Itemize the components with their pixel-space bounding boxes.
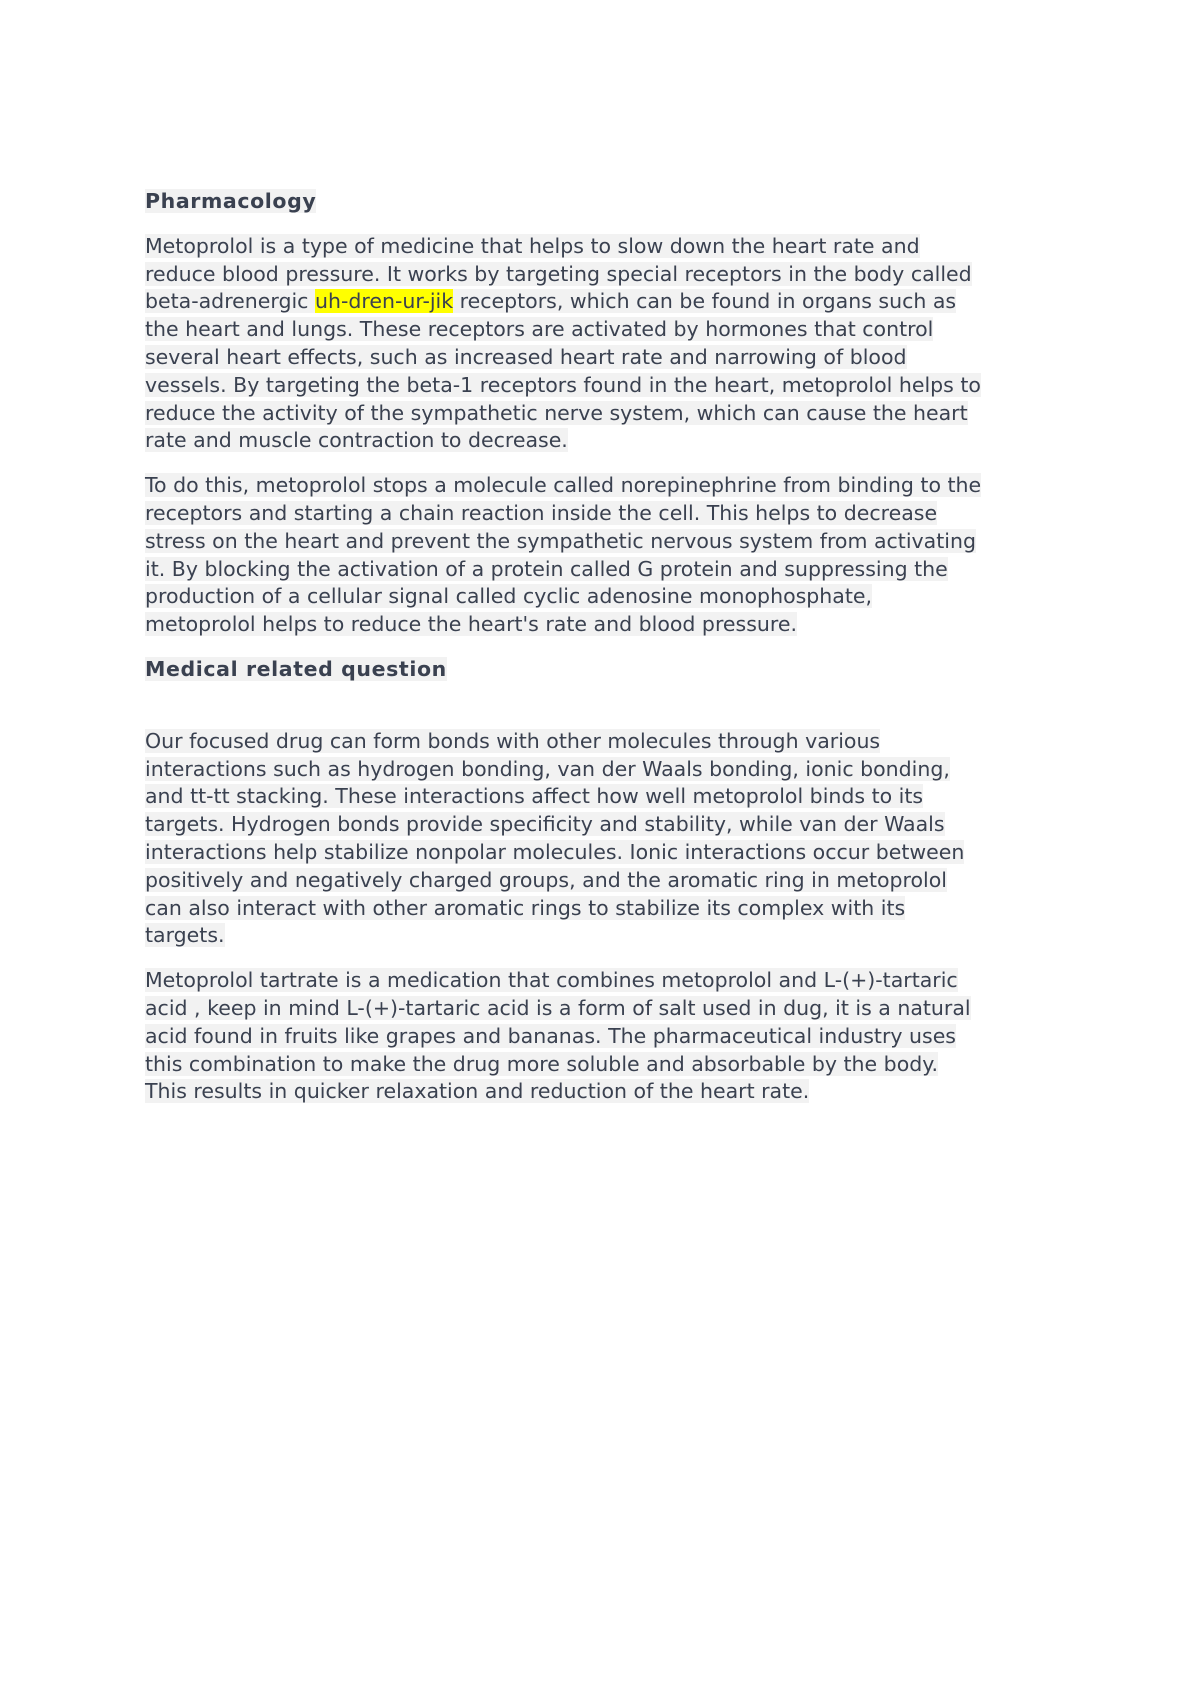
paragraph-line: receptors and starting a chain reaction inside the cell. This helps to decrease	[145, 500, 938, 525]
paragraph-1	[145, 233, 1075, 455]
paragraph-line: several heart effects, such as increased heart rate and narrowing of blood	[145, 344, 907, 369]
paragraph-line: interactions such as hydrogen bonding, van der Waals bonding, ionic bonding,	[145, 756, 950, 781]
paragraph-line: Metoprolol tartrate is a medication that combines metoprolol and L-(+)-tartaric	[145, 968, 958, 993]
paragraph-line: can also interact with other aromatic rings to stabilize its complex with its	[145, 895, 906, 920]
heading-text: Pharmacology	[145, 189, 317, 213]
paragraph-line: this combination to make the drug more soluble and absorbable by the body.	[145, 1051, 938, 1076]
paragraph-line: targets.	[145, 923, 225, 948]
document-page	[145, 188, 1075, 1106]
paragraph-line: vessels. By targeting the beta-1 receptors found in the heart, metoprolol helps to	[145, 372, 981, 397]
paragraph-line: production of a cellular signal called cyclic adenosine monophosphate,	[145, 584, 873, 609]
paragraph-2	[145, 472, 1075, 639]
paragraph-line: reduce blood pressure. It works by targeting special receptors in the body called	[145, 261, 972, 286]
paragraph-line: reduce the activity of the sympathetic nerve system, which can cause the heart	[145, 400, 968, 425]
paragraph-line: stress on the heart and prevent the sympathetic nervous system from activating	[145, 528, 976, 553]
section-heading-pharmacology	[145, 188, 1075, 216]
paragraph-line: it. By blocking the activation of a protein called G protein and suppressing the	[145, 556, 948, 581]
paragraph-line: receptors, which can be found in organs such as	[453, 289, 957, 314]
highlighted-pronunciation: uh-dren-ur-jik	[314, 289, 454, 314]
section-heading-medical	[145, 656, 1075, 684]
paragraph-line: rate and muscle contraction to decrease.	[145, 428, 568, 453]
paragraph-line: This results in quicker relaxation and reduction of the heart rate.	[145, 1079, 810, 1104]
paragraph-line: and tt-tt stacking. These interactions affect how well metoprolol binds to its	[145, 784, 924, 809]
paragraph-line: To do this, metoprolol stops a molecule called norepinephrine from binding to the	[145, 473, 982, 498]
paragraph-line: interactions help stabilize nonpolar molecules. Ionic interactions occur between	[145, 839, 965, 864]
paragraph-4	[145, 967, 1075, 1106]
paragraph-line: the heart and lungs. These receptors are activated by hormones that control	[145, 317, 934, 342]
paragraph-3	[145, 728, 1075, 950]
paragraph-line: acid found in fruits like grapes and bananas. The pharmaceutical industry uses	[145, 1023, 956, 1048]
paragraph-line: metoprolol helps to reduce the heart's rate and blood pressure.	[145, 612, 797, 637]
heading-text: Medical related question	[145, 656, 447, 681]
paragraph-line: Our focused drug can form bonds with other molecules through various	[145, 728, 881, 753]
paragraph-line: acid , keep in mind L-(+)-tartaric acid is a form of salt used in dug, it is a natural	[145, 995, 971, 1020]
paragraph-line: Metoprolol is a type of medicine that helps to slow down the heart rate and	[145, 233, 920, 258]
paragraph-line: targets. Hydrogen bonds provide specificity and stability, while van der Waals	[145, 812, 945, 837]
paragraph-line: positively and negatively charged groups, and the aromatic ring in metoprolol	[145, 867, 947, 892]
paragraph-line: beta-adrenergic	[145, 289, 315, 314]
